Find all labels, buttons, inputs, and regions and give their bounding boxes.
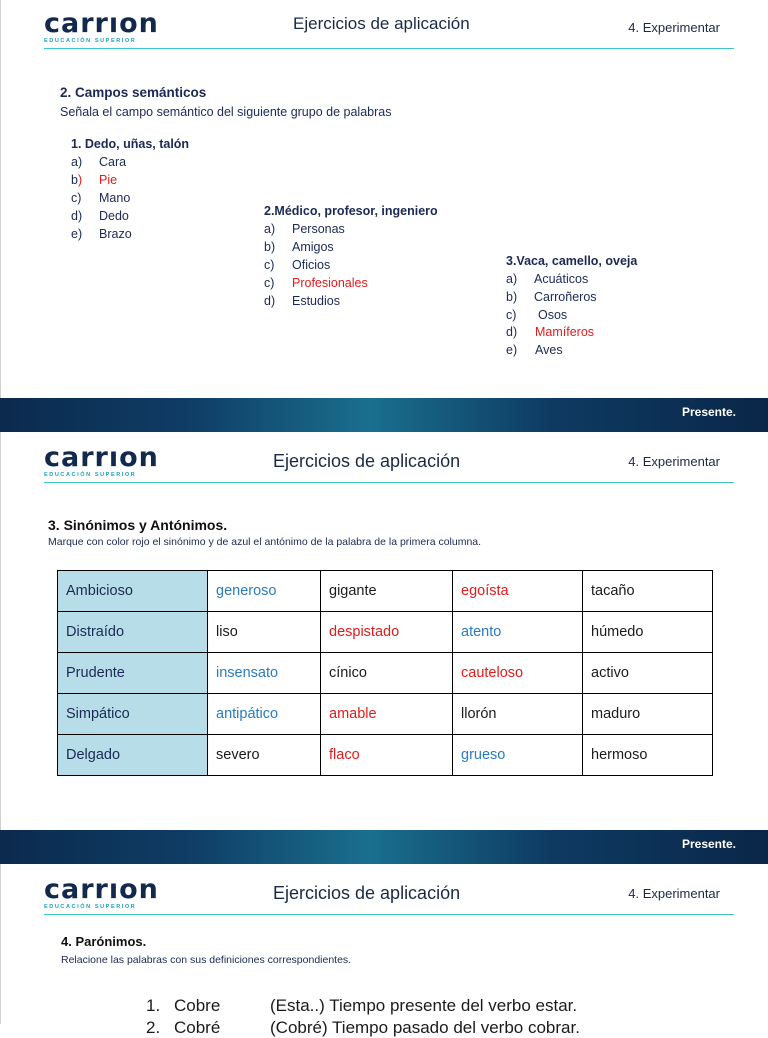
footer-text: Presente. <box>681 405 736 419</box>
carrion-logo: carrıon EDUCACIÓN SUPERIOR <box>44 8 159 44</box>
table-cell: flaco <box>321 735 453 776</box>
slide-sinonimos-antonimos <box>0 432 768 864</box>
table-row <box>58 653 713 694</box>
group-title: 1. Dedo, uñas, talón <box>71 137 190 151</box>
option-item-answer: c) Profesionales <box>264 276 368 290</box>
table-cell-word: Simpático <box>58 694 208 735</box>
slide-paronimos <box>0 864 768 1037</box>
option-item: d) Dedo <box>71 209 129 223</box>
footer-band <box>0 830 768 864</box>
table-cell-word: Prudente <box>58 653 208 694</box>
table-cell: húmedo <box>583 612 713 653</box>
paronym-item: 1. Cobre (Esta..) Tiempo presente del verbo estar. <box>146 996 578 1015</box>
table-cell: hermoso <box>583 735 713 776</box>
section-heading: 2. Campos semánticos <box>60 85 207 100</box>
carrion-logo: carrıon EDUCACIÓN SUPERIOR <box>44 874 159 910</box>
table-cell: severo <box>208 735 321 776</box>
table-cell-word: Delgado <box>58 735 208 776</box>
table-cell: grueso <box>453 735 583 776</box>
synonym-antonym-table <box>57 570 713 776</box>
page-title: Ejercicios de aplicación <box>273 451 461 471</box>
table-cell-word: Ambicioso <box>58 571 208 612</box>
page-title: Ejercicios de aplicación <box>293 14 470 33</box>
table-cell: llorón <box>453 694 583 735</box>
option-item: b) Amigos <box>264 240 334 254</box>
option-item-answer: d) Mamíferos <box>506 325 595 339</box>
table-cell: liso <box>208 612 321 653</box>
option-item: a) Personas <box>264 222 345 236</box>
table-cell: despistado <box>321 612 453 653</box>
option-item: c) Osos <box>506 308 568 322</box>
header-divider <box>44 914 734 915</box>
option-item: e) Aves <box>506 343 563 357</box>
header-divider <box>44 482 734 483</box>
section-instruction: Relacione las palabras con sus definiciones correspondientes. <box>61 954 352 966</box>
section-instruction: Marque con color rojo el sinónimo y de azul el antónimo de la palabra de la primera columna. <box>48 536 482 548</box>
table-cell-word: Distraído <box>58 612 208 653</box>
table-cell: atento <box>453 612 583 653</box>
slide-left-border <box>0 864 1 1024</box>
option-item: e) Brazo <box>71 227 132 241</box>
option-item: a) Cara <box>71 155 127 169</box>
table-cell: tacaño <box>583 571 713 612</box>
table-row <box>58 735 713 776</box>
table-cell: egoísta <box>453 571 583 612</box>
carrion-logo: carrıon EDUCACIÓN SUPERIOR <box>44 442 159 478</box>
slide-campos-semanticos <box>0 0 768 432</box>
section-heading: 3. Sinónimos y Antónimos. <box>48 517 228 533</box>
option-item-answer: b) Pie <box>71 173 118 187</box>
page-title: Ejercicios de aplicación <box>273 883 461 903</box>
table-row <box>58 612 713 653</box>
option-item: c) Oficios <box>264 258 331 272</box>
section-instruction: Señala el campo semántico del siguiente grupo de palabras <box>60 105 392 119</box>
section-label: 4. Experimentar <box>628 454 720 469</box>
option-item: d) Estudios <box>264 294 340 308</box>
slide-left-border <box>0 0 1 432</box>
table-row <box>58 694 713 735</box>
table-cell: cauteloso <box>453 653 583 694</box>
group-title: 3.Vaca, camello, oveja <box>506 254 638 268</box>
footer-text: Presente. <box>681 837 736 851</box>
table-cell: maduro <box>583 694 713 735</box>
header-divider <box>44 48 734 49</box>
table-cell: amable <box>321 694 453 735</box>
option-item: b) Carroñeros <box>506 290 597 304</box>
option-item: a) Acuáticos <box>506 272 589 286</box>
table-row <box>58 571 713 612</box>
table-cell: insensato <box>208 653 321 694</box>
paronym-item: 2. Cobré (Cobré) Tiempo pasado del verbo cobrar. <box>146 1018 580 1037</box>
group-title: 2.Médico, profesor, ingeniero <box>264 204 438 218</box>
table-cell: activo <box>583 653 713 694</box>
option-item: c) Mano <box>71 191 131 205</box>
section-heading: 4. Parónimos. <box>61 934 147 949</box>
table-cell: generoso <box>208 571 321 612</box>
section-label: 4. Experimentar <box>628 20 720 35</box>
footer-band <box>0 398 768 432</box>
section-label: 4. Experimentar <box>628 886 720 901</box>
table-cell: antipático <box>208 694 321 735</box>
table-cell: cínico <box>321 653 453 694</box>
table-cell: gigante <box>321 571 453 612</box>
slide-left-border <box>0 432 1 864</box>
